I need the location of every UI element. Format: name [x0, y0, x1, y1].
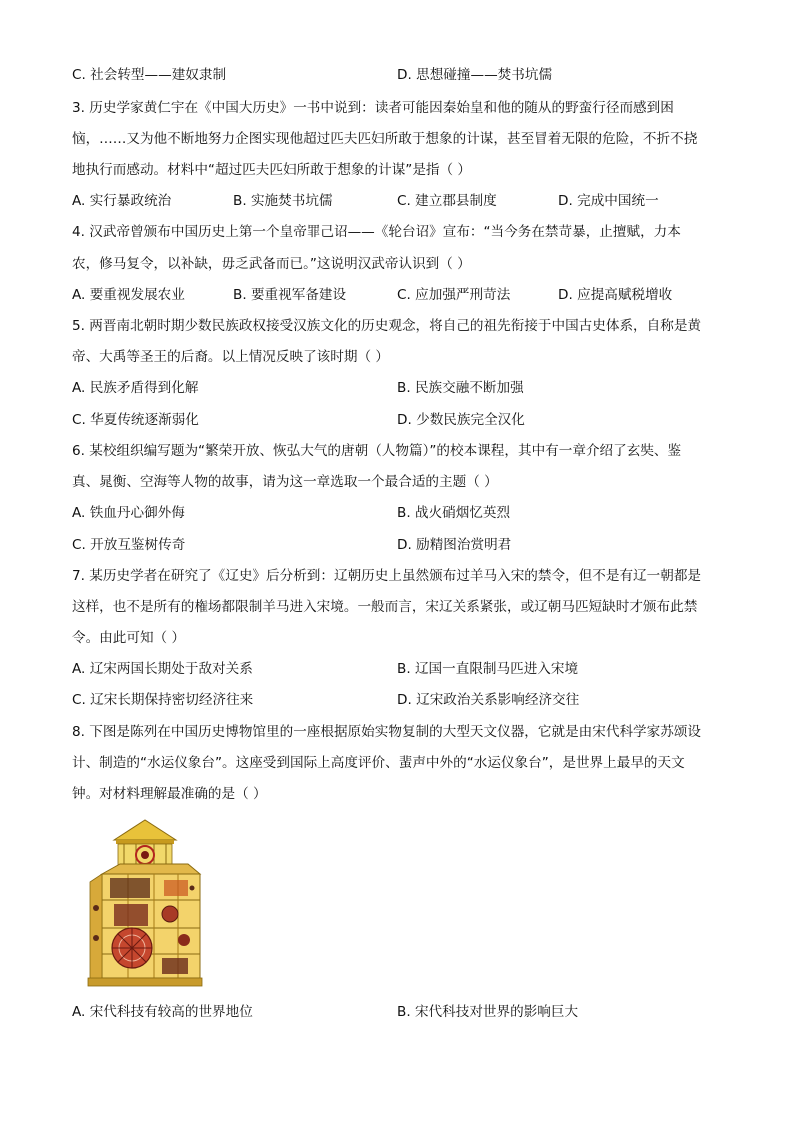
- q5-option-b: B. 民族交融不断加强: [397, 380, 524, 396]
- q4-option-b: B. 要重视军备建设: [233, 287, 347, 303]
- q7-stem-line2: 这样，也不是所有的権场都限制羊马进入宋境。一般而言，宋辽关系紧张，或辽朝马匹短缺时才颁布此禁: [72, 599, 698, 615]
- q5-option-a: A. 民族矛盾得到化解: [72, 380, 199, 396]
- q7-option-c: C. 辽宋长期保持密切经济往来: [72, 692, 254, 708]
- q4-stem-line1: 4. 汉武帝曾颁布中国历史上第一个皇帝罪己诏——《轮台诏》宣布：“当今务在禁苛暴，止擅赋，力本: [72, 224, 681, 240]
- q2-option-c: C. 社会转型——建奴隶制: [72, 67, 227, 83]
- q6-option-c: C. 开放互鉴树传奇: [72, 537, 186, 553]
- q5-option-d: D. 少数民族完全汉化: [397, 412, 525, 428]
- q8-option-b: B. 宋代科技对世界的影响巨大: [397, 1004, 579, 1020]
- q3-option-c: C. 建立郡县制度: [397, 193, 497, 209]
- q4-option-d: D. 应提高赋税增收: [558, 287, 673, 303]
- q3-option-b: B. 实施焚书坑儒: [233, 193, 333, 209]
- q6-option-a: A. 铁血丹心御外侮: [72, 505, 185, 521]
- q4-option-a: A. 要重视发展农业: [72, 287, 185, 303]
- q7-option-b: B. 辽国一直限制马匹进入宋境: [397, 661, 579, 677]
- q3-option-a: A. 实行暴政统治: [72, 193, 172, 209]
- q6-option-b: B. 战火硝烟忆英烈: [397, 505, 511, 521]
- q5-stem-line1: 5. 两晋南北朝时期少数民族政权接受汉族文化的历史观念，将自己的祖先衔接于中国古史体系，自称是黄: [72, 318, 702, 334]
- q3-option-d: D. 完成中国统一: [558, 193, 659, 209]
- q4-stem-line2: 农，修马复令，以补缺，毋乏武备而已。”这说明汉武帝认识到（ ）: [72, 256, 471, 272]
- q8-option-a: A. 宋代科技有较高的世界地位: [72, 1004, 253, 1020]
- q5-stem-line2: 帝、大禹等圣王的后裔。以上情况反映了该时期（ ）: [72, 349, 389, 365]
- q8-stem-line1: 8. 下图是陈列在中国历史博物馆里的一座根据原始实物复制的大型天文仪器，它就是由宋代科学家苏颂设: [72, 724, 702, 740]
- q2-option-d: D. 思想碰撞——焚书坑儒: [397, 67, 553, 83]
- q7-option-a: A. 辽宋两国长期处于敌对关系: [72, 661, 253, 677]
- q6-option-d: D. 励精图治赏明君: [397, 537, 512, 553]
- q6-stem-line1: 6. 某校组织编写题为“繁荣开放、恢弘大气的唐朝（人物篇）”的校本课程，其中有一章介绍了玄奘、鉴: [72, 443, 682, 459]
- q6-stem-line2: 真、晁衡、空海等人物的故事，请为这一章选取一个最合适的主题（ ）: [72, 474, 498, 490]
- q3-stem-line3: 地执行而感动。材料中“超过匹夫匹妇所敢于想象的计谋”是指（ ）: [72, 162, 472, 178]
- q7-stem-line1: 7. 某历史学者在研究了《辽史》后分析到：辽朝历史上虽然颁布过羊马入宋的禁令，但不是有辽一朝都是: [72, 568, 702, 584]
- q3-stem-line2: 恼，……又为他不断地努力企图实现他超过匹夫匹妇所敢于想象的计谋，甚至冒着无限的危险，不折不挠: [72, 131, 698, 147]
- q8-stem-line2: 计、制造的“水运仪象台”。这座受到国际上高度评价、蜚声中外的“水运仪象台”，是世界上最早的天文: [72, 755, 685, 771]
- q4-option-c: C. 应加强严刑苛法: [397, 287, 511, 303]
- q7-stem-line3: 令。由此可知（ ）: [72, 630, 186, 646]
- q3-stem-line1: 3. 历史学家黄仁宇在《中国大历史》一书中说到：读者可能因秦始皇和他的随从的野蛮行径而感到困: [72, 100, 674, 116]
- q8-stem-line3: 钟。对材料理解最准确的是（ ）: [72, 786, 267, 802]
- q5-option-c: C. 华夏传统逐渐弱化: [72, 412, 199, 428]
- q7-option-d: D. 辽宋政治关系影响经济交往: [397, 692, 580, 708]
- astronomical-clock-tower-illustration: [80, 818, 210, 990]
